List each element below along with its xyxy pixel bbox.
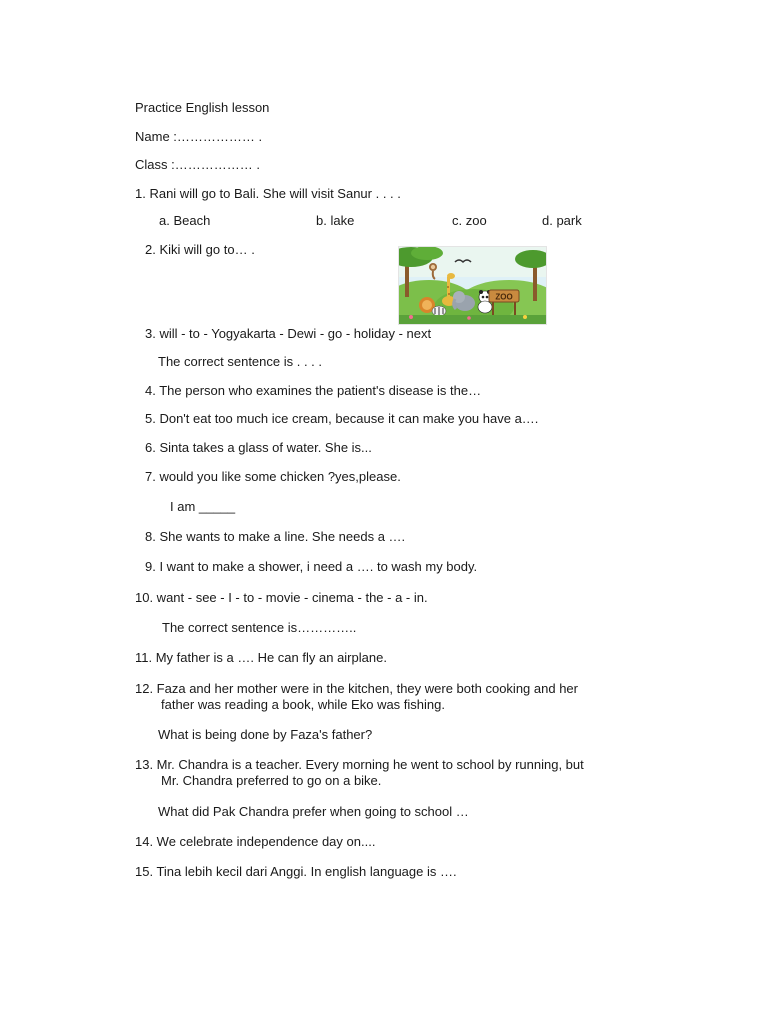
zoo-illustration [398,246,547,325]
question-10-prompt: The correct sentence is………….. [162,620,357,635]
question-11: 11. My father is a …. He can fly an airplane. [135,650,387,665]
question-13-line-1: 13. Mr. Chandra is a teacher. Every morning he went to school by running, but [135,757,584,772]
question-1: 1. Rani will go to Bali. She will visit Sanur . . . . [135,186,401,201]
question-13-line-2: Mr. Chandra preferred to go on a bike. [161,773,382,788]
q1-option-d: d. park [542,213,582,228]
question-7: 7. would you like some chicken ?yes,please. [145,469,401,484]
question-13-prompt: What did Pak Chandra prefer when going to school … [158,804,469,819]
q1-option-b: b. lake [316,213,355,228]
question-10: 10. want - see - I - to - movie - cinema - the - a - in. [135,590,428,605]
zoo-sign-text: ZOO [495,292,513,302]
question-15: 15. Tina lebih kecil dari Anggi. In english language is …. [135,864,457,879]
question-12-prompt: What is being done by Faza's father? [158,727,373,742]
question-14: 14. We celebrate independence day on.... [135,834,376,849]
name-field: Name :……………… . [135,129,263,144]
class-field: Class :……………… . [135,157,260,172]
question-3-prompt: The correct sentence is . . . . [158,354,323,369]
question-2: 2. Kiki will go to… . [145,242,255,257]
question-7-answer: I am _____ [170,499,236,514]
question-4: 4. The person who examines the patient's disease is the… [145,383,482,398]
worksheet-title: Practice English lesson [135,100,270,115]
question-6: 6. Sinta takes a glass of water. She is... [145,440,372,455]
q1-option-c: c. zoo [452,213,487,228]
question-3: 3. will - to - Yogyakarta - Dewi - go - holiday - next [145,326,432,341]
question-12-line-2: father was reading a book, while Eko was fishing. [161,697,445,712]
question-12-line-1: 12. Faza and her mother were in the kitchen, they were both cooking and her [135,681,578,696]
question-9: 9. I want to make a shower, i need a …. to wash my body. [145,559,478,574]
question-8: 8. She wants to make a line. She needs a …. [145,529,406,544]
question-5: 5. Don't eat too much ice cream, because it can make you have a…. [145,411,539,426]
q1-option-a: a. Beach [159,213,211,228]
